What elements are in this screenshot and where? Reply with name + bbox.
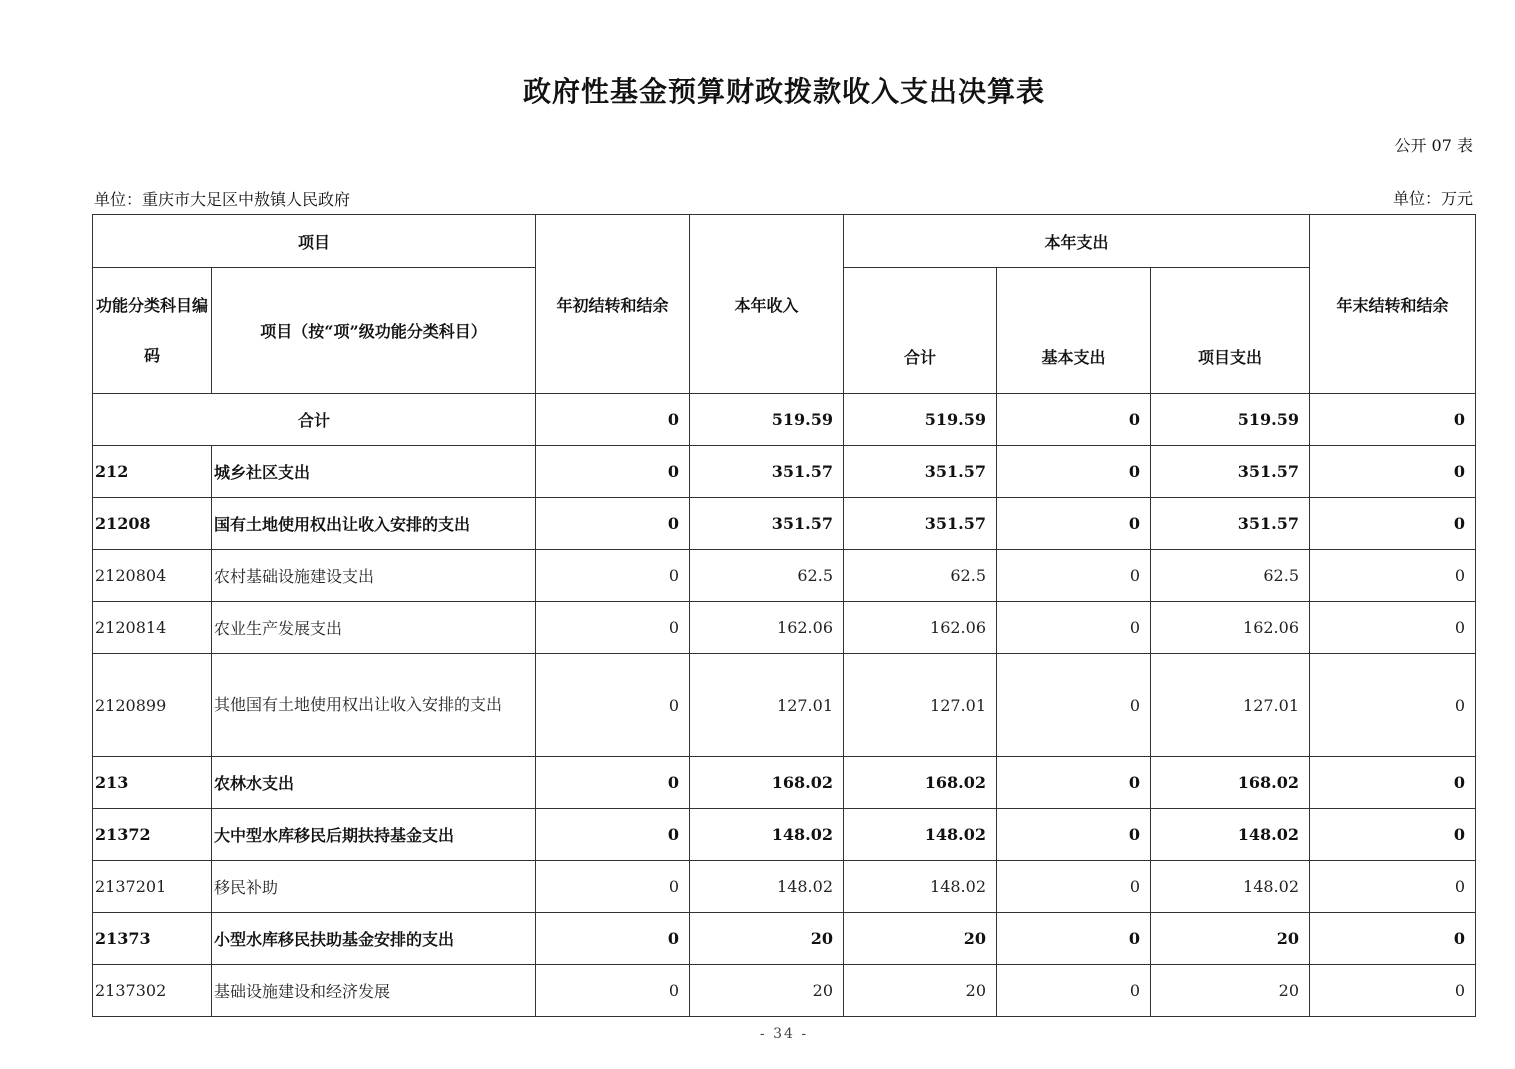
cell-basic: 0 [997, 550, 1151, 602]
cell-code: 2137302 [93, 965, 212, 1017]
cell-expense-total: 148.02 [844, 809, 997, 861]
cell-closing: 0 [1310, 550, 1476, 602]
cell-income: 148.02 [690, 861, 844, 913]
cell-opening: 0 [536, 602, 690, 654]
cell-expense-total: 351.57 [844, 498, 997, 550]
cell-income: 148.02 [690, 809, 844, 861]
total-label: 合计 [93, 394, 536, 446]
header-project-expense: 项目支出 [1151, 268, 1310, 394]
cell-closing: 0 [1310, 913, 1476, 965]
table-row [93, 913, 1476, 965]
cell-basic: 0 [997, 446, 1151, 498]
cell-name: 国有土地使用权出让收入安排的支出 [212, 498, 536, 550]
header-function-code [93, 268, 212, 394]
cell-opening: 0 [536, 550, 690, 602]
cell-project: 162.06 [1151, 602, 1310, 654]
cell-project: 168.02 [1151, 757, 1310, 809]
cell-expense-total: 162.06 [844, 602, 997, 654]
cell-income: 162.06 [690, 602, 844, 654]
cell-opening: 0 [536, 654, 690, 757]
cell-closing: 0 [1310, 394, 1476, 446]
header-basic-expense: 基本支出 [997, 268, 1151, 394]
cell-name: 农业生产发展支出 [212, 602, 536, 654]
cell-code: 2137201 [93, 861, 212, 913]
cell-closing: 0 [1310, 602, 1476, 654]
table-row [93, 498, 1476, 550]
cell-income: 351.57 [690, 498, 844, 550]
cell-closing: 0 [1310, 498, 1476, 550]
page-title: 政府性基金预算财政拨款收入支出决算表 [522, 75, 1045, 108]
cell-opening: 0 [536, 965, 690, 1017]
cell-project: 127.01 [1151, 654, 1310, 757]
header-item: 项目 [93, 215, 536, 268]
cell-code: 212 [93, 446, 212, 498]
cell-opening: 0 [536, 913, 690, 965]
cell-project: 148.02 [1151, 861, 1310, 913]
cell-expense-total: 148.02 [844, 861, 997, 913]
table-row [93, 602, 1476, 654]
table-row [93, 965, 1476, 1017]
unit-organization: 单位：重庆市大足区中敖镇人民政府 [94, 190, 351, 209]
cell-code: 21373 [93, 913, 212, 965]
header-annual-expense: 本年支出 [844, 215, 1310, 268]
cell-name: 城乡社区支出 [212, 446, 536, 498]
cell-basic: 0 [997, 654, 1151, 757]
cell-project: 20 [1151, 913, 1310, 965]
table-row-total [93, 394, 1476, 446]
unit-currency: 单位：万元 [1392, 189, 1473, 208]
fund-budget-table [92, 214, 1476, 1017]
cell-income: 20 [690, 965, 844, 1017]
cell-income: 519.59 [690, 394, 844, 446]
cell-code: 2120804 [93, 550, 212, 602]
table-row [93, 654, 1476, 757]
header-expense-total: 合计 [844, 268, 997, 394]
cell-income: 168.02 [690, 757, 844, 809]
cell-code: 21208 [93, 498, 212, 550]
cell-basic: 0 [997, 602, 1151, 654]
cell-name: 大中型水库移民后期扶持基金支出 [212, 809, 536, 861]
page-number: - 34 - [759, 1026, 809, 1042]
cell-income: 127.01 [690, 654, 844, 757]
cell-income: 351.57 [690, 446, 844, 498]
cell-basic: 0 [997, 394, 1151, 446]
table-row [93, 446, 1476, 498]
cell-code: 2120899 [93, 654, 212, 757]
cell-expense-total: 168.02 [844, 757, 997, 809]
cell-expense-total: 20 [844, 913, 997, 965]
header-row-1 [93, 215, 1476, 268]
cell-closing: 0 [1310, 757, 1476, 809]
header-function-code-text: 功能分类科目编码 [96, 295, 209, 365]
cell-closing: 0 [1310, 809, 1476, 861]
cell-opening: 0 [536, 809, 690, 861]
cell-project: 148.02 [1151, 809, 1310, 861]
header-annual-income: 本年收入 [690, 215, 844, 394]
cell-code: 21372 [93, 809, 212, 861]
cell-income: 62.5 [690, 550, 844, 602]
table-row [93, 757, 1476, 809]
cell-name: 基础设施建设和经济发展 [212, 965, 536, 1017]
table-row [93, 550, 1476, 602]
cell-project: 20 [1151, 965, 1310, 1017]
cell-expense-total: 519.59 [844, 394, 997, 446]
cell-basic: 0 [997, 757, 1151, 809]
cell-name: 其他国有土地使用权出让收入安排的支出 [212, 654, 536, 757]
cell-name: 小型水库移民扶助基金安排的支出 [212, 913, 536, 965]
cell-opening: 0 [536, 446, 690, 498]
cell-closing: 0 [1310, 654, 1476, 757]
cell-project: 351.57 [1151, 446, 1310, 498]
cell-expense-total: 127.01 [844, 654, 997, 757]
cell-opening: 0 [536, 394, 690, 446]
cell-basic: 0 [997, 913, 1151, 965]
cell-basic: 0 [997, 809, 1151, 861]
cell-basic: 0 [997, 965, 1151, 1017]
cell-opening: 0 [536, 757, 690, 809]
cell-closing: 0 [1310, 446, 1476, 498]
cell-opening: 0 [536, 861, 690, 913]
table-row [93, 861, 1476, 913]
cell-code: 2120814 [93, 602, 212, 654]
cell-basic: 0 [997, 861, 1151, 913]
cell-project: 519.59 [1151, 394, 1310, 446]
cell-expense-total: 62.5 [844, 550, 997, 602]
cell-project: 62.5 [1151, 550, 1310, 602]
cell-code: 213 [93, 757, 212, 809]
header-item-name: 项目（按“项”级功能分类科目） [212, 268, 536, 394]
cell-basic: 0 [997, 498, 1151, 550]
cell-income: 20 [690, 913, 844, 965]
cell-name: 农林水支出 [212, 757, 536, 809]
header-closing-balance: 年末结转和结余 [1310, 215, 1476, 394]
cell-name: 农村基础设施建设支出 [212, 550, 536, 602]
header-opening-balance: 年初结转和结余 [536, 215, 690, 394]
cell-opening: 0 [536, 498, 690, 550]
cell-name: 移民补助 [212, 861, 536, 913]
cell-expense-total: 351.57 [844, 446, 997, 498]
cell-project: 351.57 [1151, 498, 1310, 550]
cell-closing: 0 [1310, 965, 1476, 1017]
table-row [93, 809, 1476, 861]
cell-closing: 0 [1310, 861, 1476, 913]
cell-expense-total: 20 [844, 965, 997, 1017]
table-number: 公开 07 表 [1394, 136, 1473, 155]
